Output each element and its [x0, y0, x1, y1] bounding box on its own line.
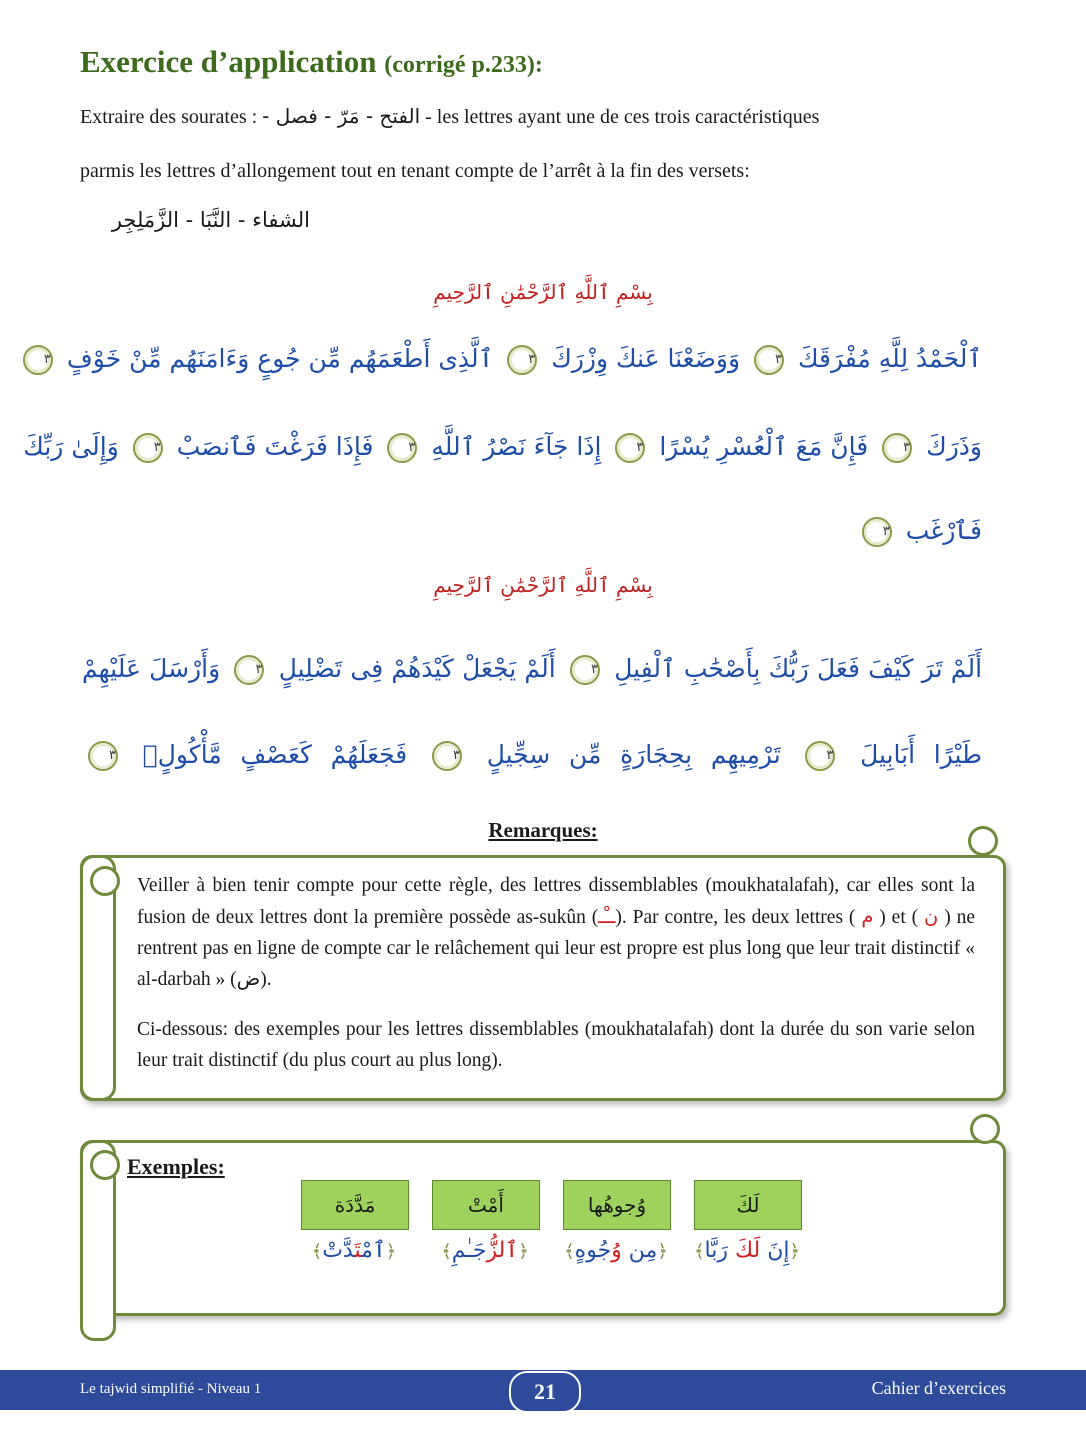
basmala-text: بِسْمِ ٱللَّهِ ٱلرَّحْمَٰنِ ٱلرَّحِيمِ — [433, 573, 653, 597]
surah-list-2: الشفاء - النَّبَا - الزَّمَلِجِر — [111, 208, 310, 232]
verse-part: مِن — [621, 1238, 658, 1263]
verse-part: دَّتْ — [322, 1238, 355, 1263]
scroll-curl-icon — [90, 866, 120, 896]
verse-text: وَإِلَىٰ رَبِّكَ — [23, 432, 119, 461]
verse-part: جُوهٍ — [574, 1238, 612, 1263]
bracket-close-icon: ﴾ — [441, 1241, 452, 1262]
instruction-text: - les lettres ayant une de ces trois caractéristiques — [425, 106, 820, 128]
verse-marker-icon: ٣ — [882, 433, 912, 463]
remarks-paragraph-1 — [137, 870, 975, 995]
verse-marker-icon: ٣ — [387, 433, 417, 463]
sukun-symbol: ــْـ — [598, 905, 616, 928]
verse-part: إِنَ — [760, 1238, 790, 1263]
verse-highlight: تَ — [354, 1238, 362, 1263]
verse-highlight: ٱلزُّ — [486, 1238, 519, 1263]
scroll-curl-icon — [970, 1114, 1000, 1144]
verse-text: فَجَعَلَهُمْ كَعَصْفٍ مَّأْكُولٍۭ — [142, 740, 408, 769]
bracket-close-icon: ﴾ — [564, 1241, 575, 1262]
quran-line — [23, 432, 982, 463]
verse-text: فَإِذَا فَرَغْتَ فَٱنصَبْ — [176, 432, 374, 461]
bracket-open-icon: ﴿ — [518, 1241, 529, 1262]
exercise-title — [80, 44, 543, 80]
verse-text: وَذَرَكَ — [926, 432, 982, 461]
quran-line — [82, 516, 982, 547]
verse-text: ٱلْحَمْدُ لِلَّهِ مُفْرَقَكَ — [797, 344, 982, 373]
basmala-2 — [393, 573, 693, 597]
example-box: مَدَّدَة — [301, 1180, 409, 1230]
verse-text: إِذَا جَآءَ نَصْرُ ٱللَّهِ — [431, 432, 602, 461]
verse-marker-icon: ٣ — [432, 741, 462, 771]
bracket-close-icon: ﴾ — [693, 1241, 705, 1262]
instruction-text: Extraire des sourates : — [80, 106, 258, 128]
remarks-text: ) et ( — [879, 907, 919, 928]
bracket-open-icon: ﴿ — [657, 1241, 668, 1262]
quran-line — [43, 344, 982, 375]
verse-text: أَلَمْ تَرَ كَيْفَ فَعَلَ رَبُّكَ بِأَصْحَٰبِ ٱلْفِيلِ — [614, 654, 983, 683]
bracket-open-icon: ﴿ — [385, 1241, 397, 1262]
verse-marker-icon: ٣ — [133, 433, 163, 463]
footer-section-title: Cahier d’exercices — [871, 1378, 1006, 1398]
verse-part: جَـٰمِ — [451, 1238, 487, 1263]
letter-mim: م — [861, 905, 874, 928]
footer-book-title: Le tajwid simplifié - Niveau 1 — [80, 1381, 262, 1397]
title-main: Exercice d’application — [80, 44, 377, 79]
verse-marker-icon: ٣ — [805, 741, 835, 771]
verse-text: فَٱرْغَب — [905, 516, 982, 545]
verse-text: وَوَضَعْنَا عَنكَ وِزْرَكَ — [551, 344, 741, 373]
scroll-curl-icon — [968, 826, 998, 856]
verse-marker-icon: ٣ — [754, 345, 784, 375]
quran-line — [82, 740, 982, 771]
verse-marker-icon: ٣ — [862, 517, 892, 547]
verse-marker-icon: ٣ — [88, 741, 118, 771]
example-verse — [420, 1238, 550, 1263]
instruction-line-2: parmis les lettres d’allongement tout en tenant compte de l’arrêt à la fin des versets: — [80, 160, 750, 182]
remarks-title: Remarques: — [488, 818, 598, 842]
remarks-text: ). Par contre, les deux lettres ( — [615, 907, 856, 928]
example-box: وُجوهُها — [563, 1180, 671, 1230]
remarks-text: Veiller à bien tenir compte pour cette règle, des lettres dissemblables (moukhatalafah), car elles sont la fusion de deux lettres dont la première possède as-sukûn ( — [137, 875, 975, 928]
examples-label: Exemples: — [127, 1154, 225, 1179]
title-reference: (corrigé p.233): — [384, 52, 543, 78]
verse-text: أَلَمْ يَجْعَلْ كَيْدَهُمْ فِى تَضْلِيلٍ — [278, 654, 556, 683]
page-number: 21 — [509, 1371, 581, 1413]
verse-text: وَأَرْسَلَ عَلَيْهِمْ — [82, 654, 221, 683]
verse-marker-icon: ٣ — [615, 433, 645, 463]
verse-highlight: لَكَ — [734, 1238, 761, 1263]
remarks-paragraph-2: Ci-dessous: des exemples pour les lettres dissemblables (moukhatalafah) dont la durée du son varie selon leur trait distinctif (du plus court au plus long). — [137, 1019, 975, 1071]
letter-nun: ن — [924, 905, 939, 928]
surah-list: الفتح - مَرّ - فصل - — [262, 104, 421, 128]
example-box: لَكَ — [694, 1180, 802, 1230]
verse-marker-icon: ٣ — [23, 345, 53, 375]
verse-part: رَبَّا — [704, 1238, 735, 1263]
verse-text: فَإِنَّ مَعَ ٱلْعُسْرِ يُسْرًا — [659, 432, 869, 461]
example-verse — [682, 1238, 812, 1263]
example-verse — [289, 1238, 419, 1263]
verse-text: طَيْرًا أَبَابِيلَ — [860, 740, 982, 769]
verse-highlight: وُ — [611, 1238, 622, 1263]
example-box: أَمْتْ — [432, 1180, 540, 1230]
basmala-text: بِسْمِ ٱللَّهِ ٱلرَّحْمَٰنِ ٱلرَّحِيمِ — [433, 280, 653, 304]
verse-marker-icon: ٣ — [507, 345, 537, 375]
verse-part: ٱمْ — [361, 1238, 386, 1263]
example-verse — [551, 1238, 681, 1263]
quran-line — [82, 654, 982, 685]
instruction-line-1 — [80, 104, 819, 129]
basmala-1 — [393, 280, 693, 304]
remarks-text: ) ne rentrent pas en ligne de compte car le relâchement qui leur est propre est plus long que leur trait distinctif « al-darbah » (ض). — [137, 907, 976, 990]
verse-marker-icon: ٣ — [570, 655, 600, 685]
verse-marker-icon: ٣ — [234, 655, 264, 685]
verse-text: ٱلَّذِى أَطْعَمَهُم مِّن جُوعٍ وَءَامَنَهُم مِّنْ خَوْفٍ — [66, 344, 494, 373]
bracket-close-icon: ﴾ — [311, 1241, 323, 1262]
verse-text: تَرْمِيهِم بِحِجَارَةٍ مِّن سِجِّيلٍ — [486, 740, 781, 769]
bracket-open-icon: ﴿ — [789, 1241, 801, 1262]
scroll-curl-icon — [90, 1150, 120, 1180]
